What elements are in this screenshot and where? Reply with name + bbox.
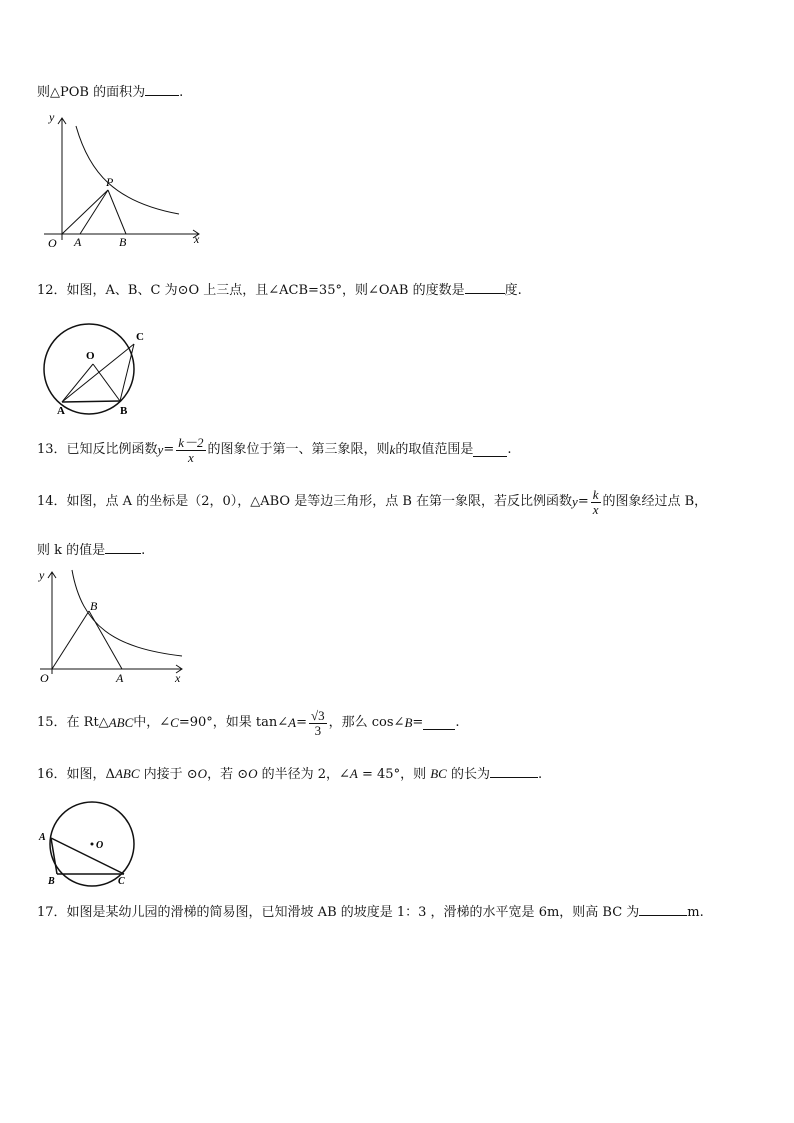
segment-op: [62, 190, 108, 234]
q11-text: 则△POB 的面积为: [37, 85, 146, 100]
point-b-label: B: [120, 405, 128, 417]
hyperbola-curve: [76, 126, 179, 214]
point-a-label: A: [39, 832, 46, 843]
q11-line: 则△POB 的面积为 .: [37, 85, 184, 100]
segment-bp: [108, 190, 126, 234]
point-p-label: P: [106, 175, 114, 189]
x-label: x: [175, 671, 181, 685]
x-label: x: [194, 232, 200, 246]
point-o-label: O: [86, 350, 95, 362]
q16-answer-blank[interactable]: [490, 765, 538, 778]
point-b-label: B: [48, 876, 55, 887]
point-b-label: B: [119, 235, 127, 249]
point-a-label: A: [116, 671, 124, 685]
point-o-label: O: [48, 236, 57, 250]
q14-fraction: $\frac{k}{x}$: [592, 486, 599, 517]
q13-answer-blank[interactable]: [473, 444, 507, 457]
q17-line: 17．如图是某幼儿园的滑梯的简易图，已知滑坡 AB 的坡度是 1：3 ，滑梯的水平宽是 6m，则高 BC 为 m.: [37, 905, 704, 920]
segment-ob: [52, 611, 89, 669]
segment-ap: [80, 190, 108, 234]
point-o-label: O: [40, 671, 49, 685]
q13-line: 13．已知反比例函数 y = $\frac{k-2}{x}$ 的图象位于第一、第三象限，则 k 的取值范围是 .: [37, 434, 512, 465]
figure-16-circle: [36, 800, 146, 890]
q11-answer-blank[interactable]: [145, 83, 179, 96]
y-label: y: [39, 568, 45, 582]
figure-11-hyperbola: [34, 112, 209, 252]
q12-line: 12．如图，A、B、C 为⊙O 上三点，且∠ACB=35°，则∠OAB 的度数是 度.: [37, 283, 522, 298]
y-label: y: [49, 110, 55, 124]
q12-text: 12．如图，A、B、C 为⊙O 上三点，且∠ACB=35°，则∠OAB 的度数是: [37, 283, 465, 298]
q16-line: 16．如图，ΔABC 内接于 ⊙O，若 ⊙O 的半径为 2，∠A = 45°，则 BC 的长为 .: [37, 766, 543, 782]
segment-ob: [93, 364, 120, 401]
q14-line2: 则 k 的值是 .: [37, 543, 146, 558]
segment-ab: [89, 611, 122, 669]
q12-answer-blank[interactable]: [465, 281, 505, 294]
q13-fraction: $\frac{k-2}{x}$: [178, 434, 204, 465]
q17-text: 17．如图是某幼儿园的滑梯的简易图，已知滑坡 AB 的坡度是 1：3 ，滑梯的水平宽是 6m，则高 BC 为: [37, 905, 640, 920]
segment-ac: [51, 838, 124, 874]
segment-ac: [62, 344, 134, 402]
segment-oa: [62, 364, 93, 402]
q17-answer-blank[interactable]: [639, 903, 687, 916]
point-c-label: C: [118, 876, 125, 887]
figure-14-hyperbola: [34, 566, 194, 690]
q15-fraction: $\frac{√3}{3}$: [311, 707, 325, 738]
point-c-label: C: [136, 331, 144, 343]
point-b-label: B: [90, 599, 98, 613]
point-a-label: A: [74, 235, 82, 249]
q14-answer-blank[interactable]: [105, 541, 141, 554]
q15-answer-blank[interactable]: [423, 717, 455, 730]
point-o-label: O: [96, 840, 104, 851]
segment-ab: [62, 401, 120, 402]
q14-line: 14．如图，点 A 的坐标是（2，0），△ABO 是等边三角形，点 B 在第一象限，若反比例函数 y = $\frac{k}{x}$ 的图象经过点 B，: [37, 486, 708, 517]
hyperbola-curve: [72, 570, 182, 656]
point-a-label: A: [57, 405, 65, 417]
figure-12-circle: [40, 322, 150, 422]
q15-line: 15．在 Rt△ ABC 中，∠ C =90°，如果 tan∠ A = $\frac{√3}{3}$ ，那么 cos∠ B = .: [37, 707, 460, 738]
center-dot: [91, 843, 94, 846]
